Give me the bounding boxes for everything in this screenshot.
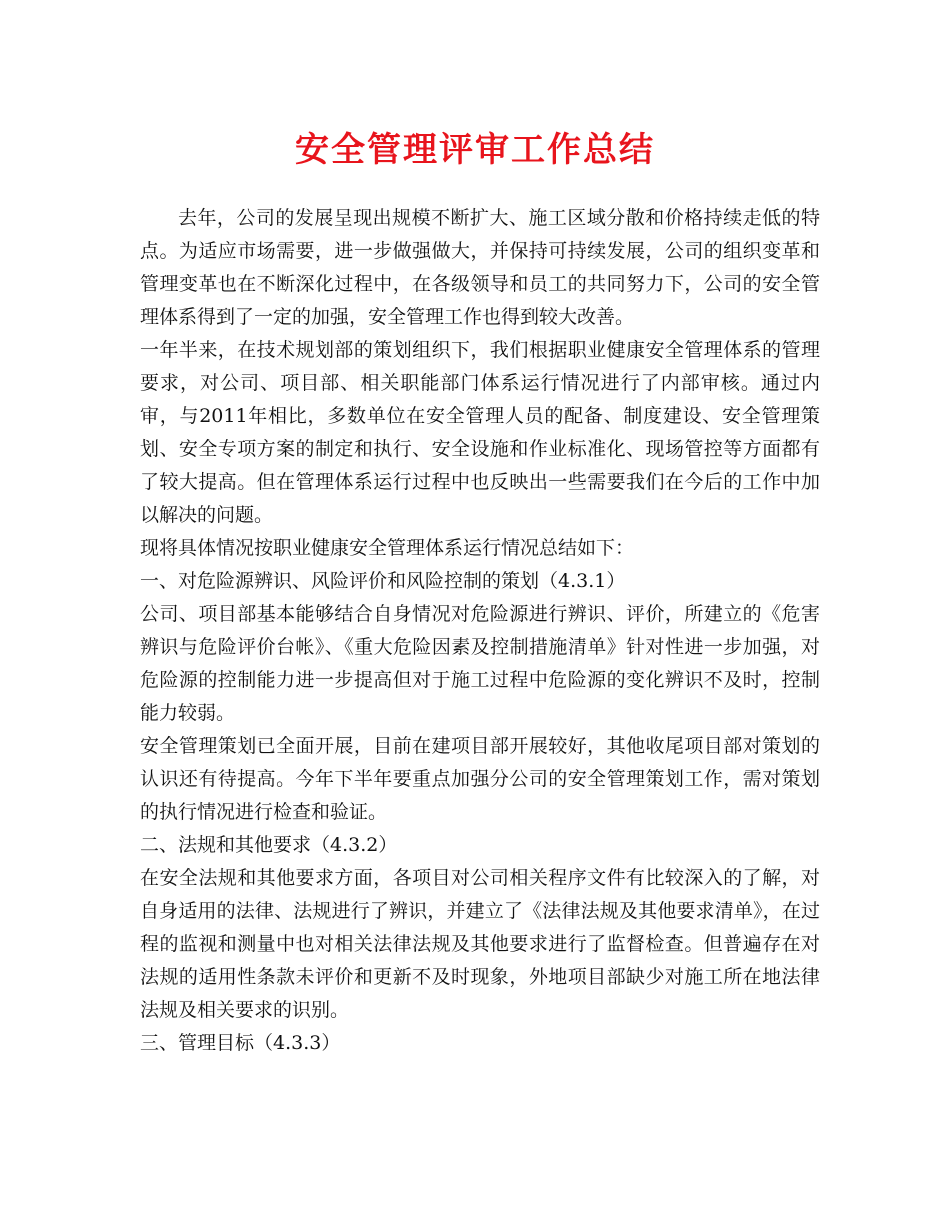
paragraph-audit: 一年半来，在技术规划部的策划组织下，我们根据职业健康安全管理体系的管理要求，对公司、项目部、相关职能部门体系运行情况进行了内部审核。通过内审，与2011年相比，多数单位在安全管理人员的配备、制度建设、安全管理策划、安全专项方案的制定和执行、安全设施和作业标准化、现场管控等方面都有了较大提高。但在管理体系运行过程中也反映出一些需要我们在今后的工作中加以解决的问题。 <box>140 339 820 526</box>
section-heading-3: 三、管理目标（4.3.3） <box>140 1032 341 1054</box>
document-title: 安全管理评审工作总结 <box>295 130 655 170</box>
section-heading-2: 二、法规和其他要求（4.3.2） <box>140 834 398 856</box>
paragraph-planning: 安全管理策划已全面开展，目前在建项目部开展较好，其他收尾项目部对策划的认识还有待提高。今年下半年要重点加强分公司的安全管理策划工作，需对策划的执行情况进行检查和验证。 <box>140 735 820 823</box>
paragraph-regulations: 在安全法规和其他要求方面，各项目对公司相关程序文件有比较深入的了解，对自身适用的法律、法规进行了辨识，并建立了《法律法规及其他要求清单》，在过程的监视和测量中也对相关法律法规及其他要求进行了监督检查。但普遍存在对法规的适用性条款未评价和更新不及时现象，外地项目部缺少对施工所在地法律法规及相关要求的识别。 <box>140 867 820 1021</box>
paragraph-summary-lead: 现将具体情况按职业健康安全管理体系运行情况总结如下： <box>140 537 635 559</box>
paragraph-hazard: 公司、项目部基本能够结合自身情况对危险源进行辨识、评价，所建立的《危害辨识与危险评价台帐》、《重大危险因素及控制措施清单》针对性进一步加强，对危险源的控制能力进一步提高但对于施工过程中危险源的变化辨识不及时，控制能力较弱。 <box>140 603 820 724</box>
section-heading-1: 一、对危险源辨识、风险评价和风险控制的策划（4.3.1） <box>140 570 626 592</box>
document-body <box>140 202 820 1060</box>
paragraph-intro: 去年，公司的发展呈现出规模不断扩大、施工区域分散和价格持续走低的特点。为适应市场需要，进一步做强做大，并保持可持续发展，公司的组织变革和管理变革也在不断深化过程中，在各级领导和员工的共同努力下，公司的安全管理体系得到了一定的加强，安全管理工作也得到较大改善。 <box>140 207 820 328</box>
